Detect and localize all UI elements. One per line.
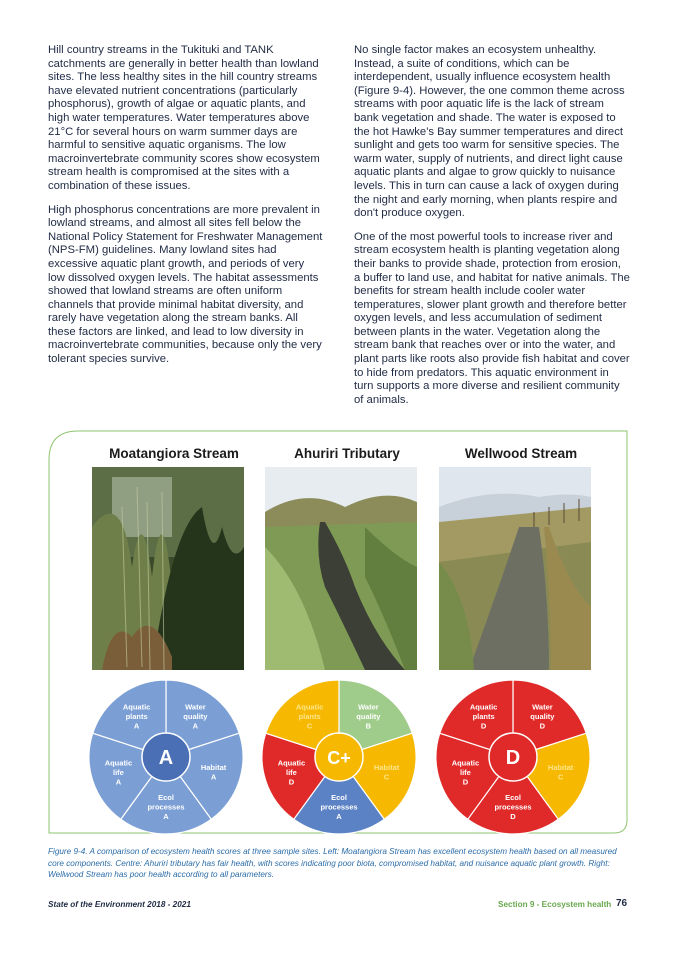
segment-label: Aquatic life D	[277, 758, 306, 787]
health-score-wheel	[261, 679, 417, 835]
footer-report-title: State of the Environment 2018 - 2021	[48, 900, 191, 909]
segment-label: Water quality B	[356, 702, 381, 731]
paragraph: One of the most powerful tools to increase river and stream ecosystem health is planting vegetation along their banks to provide shade, protection from erosion, a buffer to land use, and habitat for native animals. The benefits for stream health include cooler water temperatures, slower plant growth and therefore better oxygen levels, and less accumulation of sediment between plants in the water. Vegetation along the stream bank that reaches over or into the water, and plant parts like roots also provide fish habitat and cover to hide from predators. This aquatic environment in turn supports a more diverse and resilient community of animals.	[354, 230, 630, 406]
segment-label: Aquatic life A	[104, 758, 133, 787]
page-number: 76	[616, 898, 628, 909]
segment-label: Aquatic plants C	[295, 702, 324, 731]
overall-grade: A	[158, 747, 174, 769]
figure-caption: Figure 9-4. A comparison of ecosystem health scores at three sample sites. Left: Moatangiora Stream has excellent ecosystem health based on all measured core components. Centre: Ahuriri tributary has fair health, with scores indicating poor biota, compromised habitat, and nuisance aquatic plant growth. Right: Wellwood Stream has poor health according to all parameters.	[48, 847, 617, 879]
overall-grade: C+	[327, 748, 351, 768]
site-title: Moatangiora Stream	[109, 446, 239, 461]
paragraph: Hill country streams in the Tukituki and TANK catchments are generally in better health than lowland sites. The less healthy sites in the hill country streams have elevated nutrient concentrations (particularly phosphorus), growth of algae or aquatic plants, and high water temperatures. Water temperatures above 21°C for several hours on warm summer days are harmful to sensitive aquatic organisms. The low macroinvertebrate community scores show ecosystem stream health is compromised at the sites with a combination of these issues.	[48, 44, 320, 192]
segment-label: Aquatic plants A	[122, 702, 151, 731]
overall-grade: D	[505, 747, 521, 769]
right-text-column	[354, 44, 630, 417]
site-panel-wellwood	[435, 430, 607, 834]
paragraph: No single factor makes an ecosystem unhealthy. Instead, a suite of conditions, which can be interdependent, usually influence ecosystem health (Figure 9-4). However, the one common theme across streams with poor aquatic life is the lack of stream bank vegetation and shade. The water is exposed to the hot Hawke's Bay summer temperatures and direct sunlight and gets too warm for sensitive species. The warm water, supply of nutrients, and direct light cause aquatic plants and algae to grow quickly to nuisance levels. This in turn can cause a lack of oxygen during the night and early morning, when plants respire and don't produce oxygen.	[354, 44, 625, 220]
segment-label: Ecol processes A	[320, 793, 358, 821]
site-panel-moatangiora	[88, 430, 260, 834]
left-text-column	[48, 44, 324, 377]
site-title: Wellwood Stream	[464, 446, 578, 461]
health-score-wheel	[88, 679, 244, 835]
site-panel-ahuriri	[261, 430, 433, 834]
segment-label: Aquatic life D	[451, 758, 480, 787]
paragraph: High phosphorus concentrations are more prevalent in lowland streams, and almost all sites fell below the National Policy Statement for Freshwater Management (NPS-FM) guidelines. Many lowland sites had excessive aquatic plant growth, and periods of very low dissolved oxygen levels. The habitat assessments showed that lowland streams are often uniform channels that provide minimal habitat diversity, and rarely have vegetation along the stream banks. All these factors are linked, and lead to low diversity in macroinvertebrate communities, because only the very tolerant species survive.	[48, 203, 323, 366]
stream-photo	[439, 467, 591, 670]
health-score-wheel	[435, 679, 591, 835]
segment-label: Ecol processes A	[147, 793, 185, 821]
figure-9-4	[48, 430, 628, 834]
segment-label: Water quality A	[183, 702, 208, 731]
site-title: Ahuriri Tributary	[294, 446, 400, 461]
stream-photo	[92, 467, 244, 670]
footer-section: Section 9 - Ecosystem health	[498, 900, 612, 909]
segment-label: Habitat C	[547, 763, 574, 782]
segment-label: Habitat C	[373, 763, 400, 782]
stream-photo	[265, 467, 417, 670]
segment-label: Water quality D	[530, 702, 555, 731]
segment-label: Ecol processes D	[494, 793, 532, 821]
segment-label: Habitat A	[200, 763, 227, 782]
segment-label: Aquatic plants D	[469, 702, 498, 731]
